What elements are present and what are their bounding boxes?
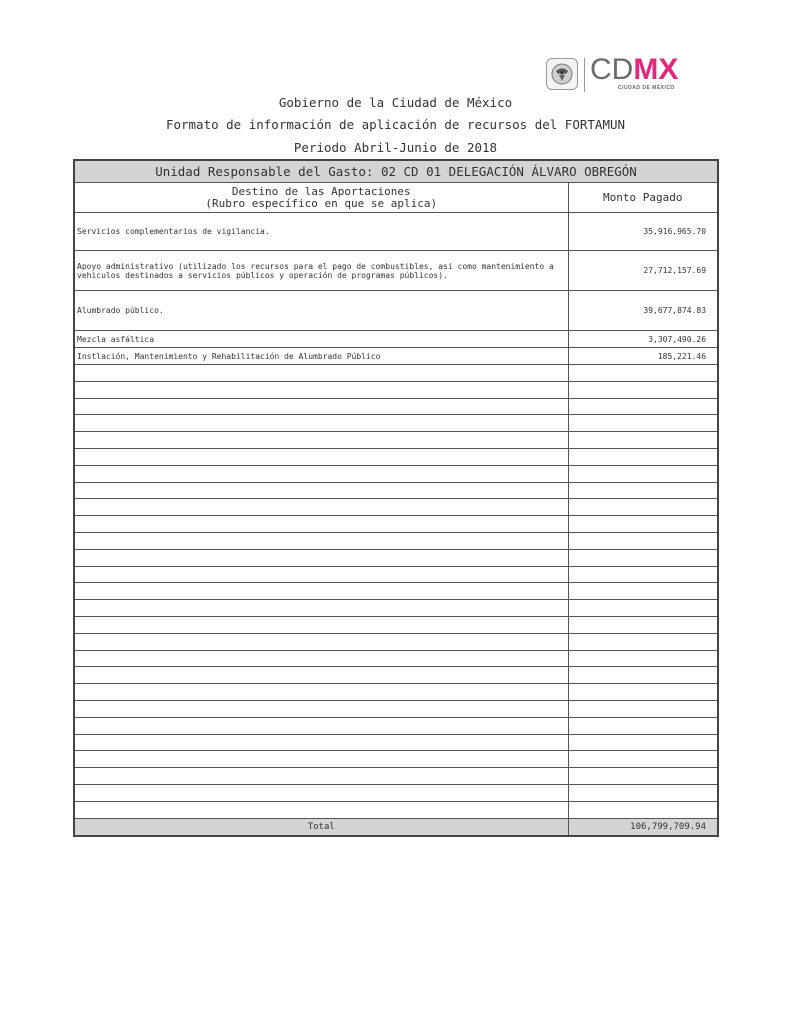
- empty-destino-cell: [74, 549, 568, 566]
- report-title: Formato de información de aplicación de recursos del FORTAMUN: [165, 117, 626, 132]
- empty-monto-cell: [568, 667, 718, 684]
- empty-row: [74, 398, 718, 415]
- empty-destino-cell: [74, 516, 568, 533]
- empty-destino-cell: [74, 365, 568, 382]
- empty-row: [74, 583, 718, 600]
- row-monto: 35,916,965.70: [568, 213, 718, 251]
- empty-row: [74, 616, 718, 633]
- empty-monto-cell: [568, 448, 718, 465]
- empty-monto-cell: [568, 650, 718, 667]
- empty-destino-cell: [74, 566, 568, 583]
- row-destino: Alumbrado público.: [74, 291, 568, 331]
- col-header-monto: Monto Pagado: [568, 183, 718, 213]
- table-row: [74, 251, 718, 291]
- empty-destino-cell: [74, 717, 568, 734]
- logo-subtitle: CIUDAD DE MÉXICO: [618, 85, 675, 91]
- government-title: Gobierno de la Ciudad de México: [278, 95, 513, 110]
- empty-destino-cell: [74, 684, 568, 701]
- empty-destino-cell: [74, 801, 568, 818]
- empty-monto-cell: [568, 600, 718, 617]
- empty-monto-cell: [568, 717, 718, 734]
- empty-monto-cell: [568, 633, 718, 650]
- row-monto: 3,307,490.26: [568, 331, 718, 348]
- empty-destino-cell: [74, 784, 568, 801]
- empty-monto-cell: [568, 432, 718, 449]
- wordmark-mx: MX: [633, 53, 679, 86]
- empty-monto-cell: [568, 381, 718, 398]
- fortamun-table: [73, 159, 719, 837]
- empty-destino-cell: [74, 583, 568, 600]
- empty-monto-cell: [568, 583, 718, 600]
- cdmx-wordmark: [590, 53, 678, 87]
- empty-destino-cell: [74, 734, 568, 751]
- empty-row: [74, 365, 718, 382]
- cdmx-logo: [546, 53, 696, 96]
- empty-monto-cell: [568, 801, 718, 818]
- empty-row: [74, 532, 718, 549]
- empty-row: [74, 600, 718, 617]
- empty-monto-cell: [568, 684, 718, 701]
- empty-monto-cell: [568, 700, 718, 717]
- empty-row: [74, 432, 718, 449]
- row-monto: 185,221.46: [568, 348, 718, 365]
- empty-row: [74, 499, 718, 516]
- empty-rows: [74, 365, 718, 819]
- unit-row: [74, 160, 718, 183]
- empty-row: [74, 633, 718, 650]
- row-monto: 39,677,874.83: [568, 291, 718, 331]
- logo-separator: [584, 58, 585, 92]
- empty-row: [74, 717, 718, 734]
- col-header-destino-line1: Destino de las Aportaciones: [231, 184, 411, 198]
- empty-row: [74, 801, 718, 818]
- column-header-row: [74, 183, 718, 213]
- empty-destino-cell: [74, 448, 568, 465]
- empty-destino-cell: [74, 633, 568, 650]
- empty-destino-cell: [74, 616, 568, 633]
- empty-destino-cell: [74, 667, 568, 684]
- empty-monto-cell: [568, 784, 718, 801]
- eagle-emblem-icon: [550, 62, 574, 86]
- empty-destino-cell: [74, 482, 568, 499]
- empty-row: [74, 415, 718, 432]
- empty-monto-cell: [568, 751, 718, 768]
- empty-row: [74, 700, 718, 717]
- empty-row: [74, 465, 718, 482]
- empty-destino-cell: [74, 415, 568, 432]
- empty-monto-cell: [568, 549, 718, 566]
- empty-monto-cell: [568, 616, 718, 633]
- table-row: [74, 331, 718, 348]
- empty-destino-cell: [74, 751, 568, 768]
- empty-row: [74, 751, 718, 768]
- empty-destino-cell: [74, 768, 568, 785]
- empty-row: [74, 734, 718, 751]
- empty-destino-cell: [74, 398, 568, 415]
- table-row: [74, 348, 718, 365]
- empty-monto-cell: [568, 566, 718, 583]
- empty-row: [74, 381, 718, 398]
- row-destino: Mezcla asfáltica: [74, 331, 568, 348]
- wordmark-cd: CD: [590, 53, 634, 86]
- empty-row: [74, 784, 718, 801]
- empty-destino-cell: [74, 532, 568, 549]
- empty-destino-cell: [74, 465, 568, 482]
- col-header-destino-line2: (Rubro específico en que se aplica): [205, 196, 438, 210]
- empty-row: [74, 667, 718, 684]
- total-value: 106,799,709.94: [568, 818, 718, 836]
- row-destino: Servicios complementarios de vigilancia.: [74, 213, 568, 251]
- empty-row: [74, 684, 718, 701]
- total-label: Total: [74, 818, 568, 836]
- empty-destino-cell: [74, 650, 568, 667]
- total-row: [74, 818, 718, 836]
- empty-destino-cell: [74, 700, 568, 717]
- row-monto: 27,712,157.69: [568, 251, 718, 291]
- empty-monto-cell: [568, 415, 718, 432]
- empty-destino-cell: [74, 499, 568, 516]
- empty-monto-cell: [568, 768, 718, 785]
- empty-monto-cell: [568, 516, 718, 533]
- empty-destino-cell: [74, 432, 568, 449]
- empty-row: [74, 566, 718, 583]
- empty-destino-cell: [74, 381, 568, 398]
- empty-monto-cell: [568, 398, 718, 415]
- row-destino: Instlación, Mantenimiento y Rehabilitación de Alumbrado Público: [74, 348, 568, 365]
- city-seal-icon: [546, 58, 578, 90]
- empty-row: [74, 650, 718, 667]
- empty-monto-cell: [568, 532, 718, 549]
- empty-row: [74, 549, 718, 566]
- empty-monto-cell: [568, 482, 718, 499]
- empty-monto-cell: [568, 465, 718, 482]
- empty-row: [74, 482, 718, 499]
- empty-monto-cell: [568, 734, 718, 751]
- table-row: [74, 291, 718, 331]
- col-header-destino: [74, 183, 568, 213]
- empty-row: [74, 516, 718, 533]
- report-period: Periodo Abril-Junio de 2018: [293, 140, 498, 155]
- row-destino: Apoyo administrativo (utilizado los recursos para el pago de combustibles, asi como mantenimiento a vehiculos destinados a servicios públicos y operación de programas públicos).: [74, 251, 568, 291]
- empty-monto-cell: [568, 499, 718, 516]
- responsible-unit: Unidad Responsable del Gasto: 02 CD 01 DELEGACIÓN ÁLVARO OBREGÓN: [74, 160, 718, 183]
- empty-destino-cell: [74, 600, 568, 617]
- empty-row: [74, 768, 718, 785]
- table-row: [74, 213, 718, 251]
- empty-row: [74, 448, 718, 465]
- empty-monto-cell: [568, 365, 718, 382]
